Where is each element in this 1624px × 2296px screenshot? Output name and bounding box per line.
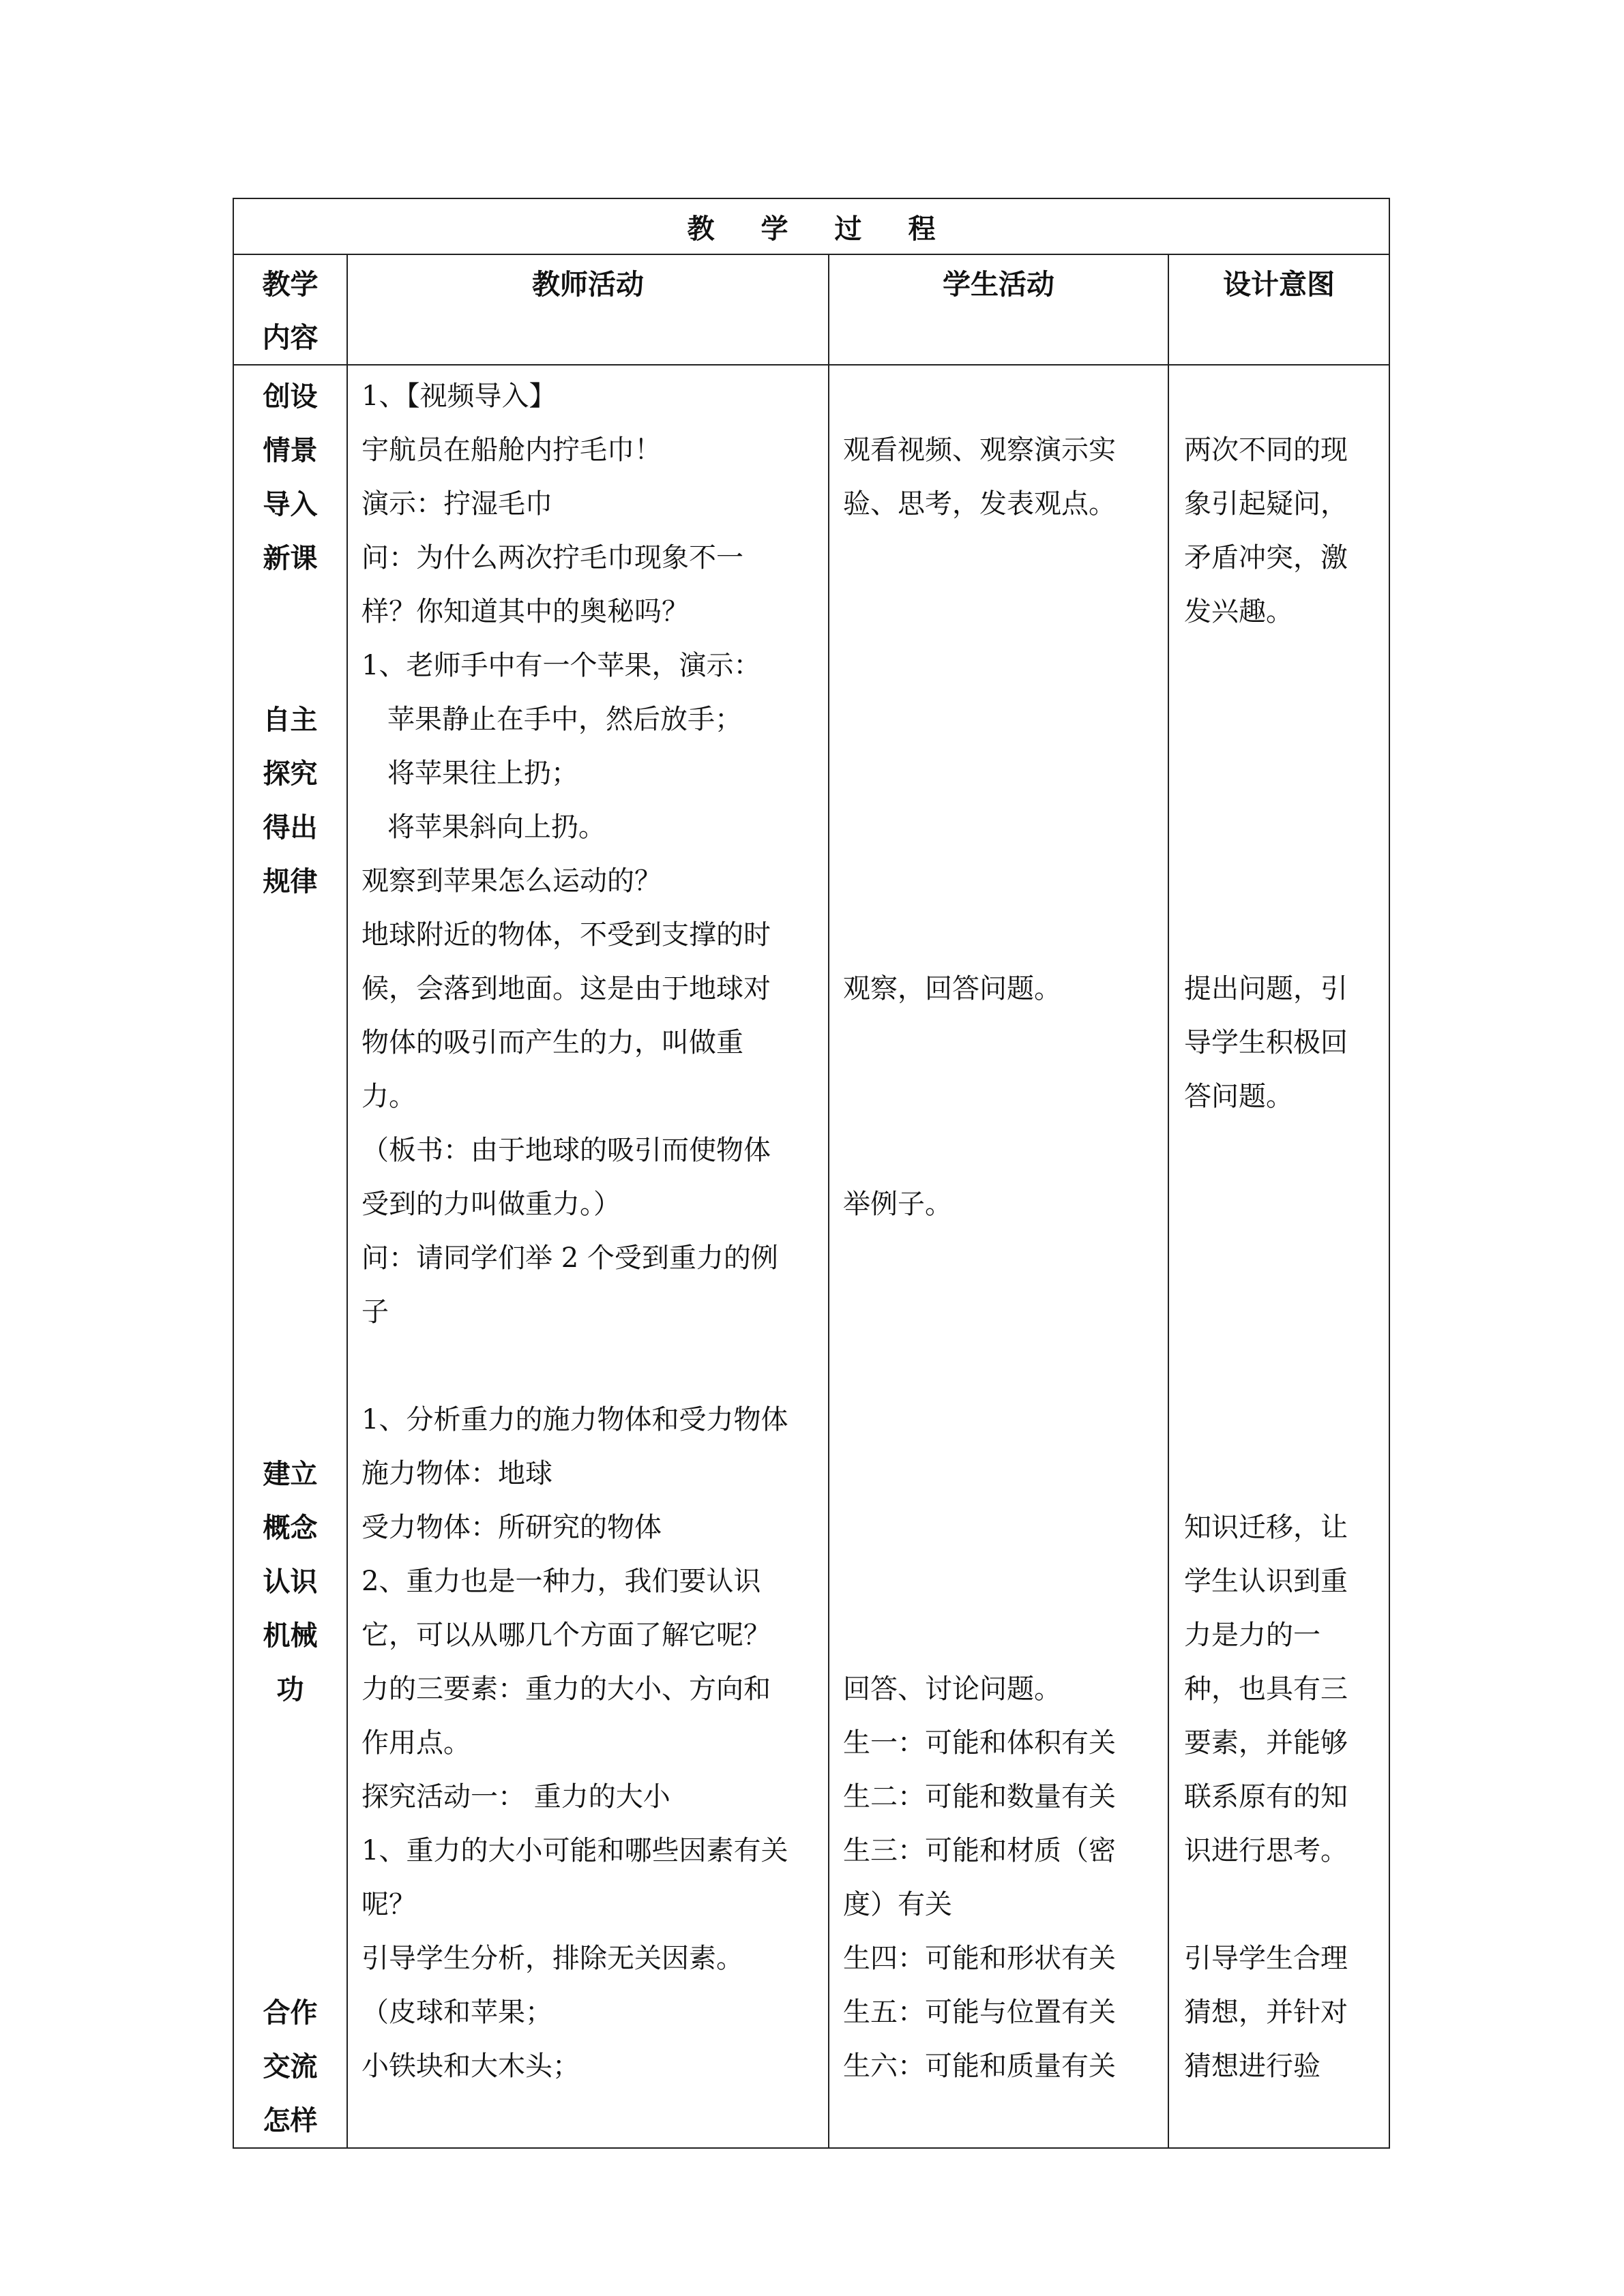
- teacher-activity-column: [347, 365, 829, 2148]
- col1-line: 认识: [263, 1566, 318, 1598]
- col4-line: [1184, 1339, 1382, 1393]
- col2-line: 小铁块和大木头；: [361, 2051, 580, 2082]
- col2-line: 宇航员在船舱内拧毛巾！: [361, 434, 662, 466]
- col2-line: 观察到苹果怎么运动的？: [361, 865, 662, 897]
- col4-line: [1184, 1447, 1382, 1501]
- col4-line: [1184, 854, 1382, 908]
- col3-line: [843, 908, 1162, 962]
- col2-line: 探究活动一： 重力的大小: [361, 1781, 670, 1813]
- col1-line: [234, 1178, 346, 1232]
- col1-line: 探究: [263, 758, 318, 790]
- col2-line: 子: [361, 1296, 389, 1328]
- title-char: 过: [834, 212, 862, 245]
- header-content-line: 教学: [262, 268, 319, 301]
- col4-line: 导学生积极回: [1184, 1027, 1348, 1058]
- col4-line: 力是力的一: [1184, 1620, 1320, 1651]
- col1-line: 交流: [263, 2051, 318, 2083]
- col1-line: [234, 1124, 346, 1178]
- col4-line: [1184, 1178, 1382, 1232]
- col4-line: [1184, 1393, 1382, 1447]
- col2-line: 1、【视频导入】: [361, 381, 557, 412]
- col4-line: [1184, 1285, 1382, 1339]
- col1-line: 规律: [263, 865, 318, 897]
- col1-line: 合作: [263, 1997, 318, 2029]
- col1-line: [234, 1339, 346, 1393]
- col4-line: [1184, 1878, 1382, 1932]
- col2-line: 它，可以从哪几个方面了解它呢？: [361, 1620, 771, 1651]
- col2-line: 引导学生分析，排除无关因素。: [361, 1943, 743, 1974]
- col3-line: 生四：可能和形状有关: [843, 1943, 1116, 1974]
- col1-line: 怎样: [263, 2104, 318, 2136]
- col3-line: [843, 854, 1162, 908]
- col2-line: 2、重力也是一种力，我们要认识: [361, 1566, 761, 1597]
- col1-line: [234, 639, 346, 693]
- col1-line: [234, 585, 346, 639]
- col3-line: [843, 370, 1162, 423]
- col3-line: 度）有关: [843, 1889, 952, 1920]
- col4-line: 答问题。: [1184, 1081, 1293, 1112]
- header-student: 学生活动: [829, 254, 1168, 365]
- col1-line: 导入: [263, 488, 318, 520]
- col2-line: （板书：由于地球的吸引而使物体: [361, 1135, 771, 1166]
- col4-line: 要素，并能够: [1184, 1727, 1348, 1759]
- header-content-line: 内容: [262, 321, 319, 354]
- col4-line: 发兴趣。: [1184, 596, 1293, 627]
- col3-line: [843, 1070, 1162, 1124]
- col4-line: 学生认识到重: [1184, 1566, 1348, 1597]
- col3-line: [843, 1501, 1162, 1555]
- col3-line: [843, 1124, 1162, 1178]
- col2-line: 呢？: [361, 1889, 416, 1920]
- col3-line: 观察，回答问题。: [843, 973, 1061, 1004]
- col1-line: [234, 1232, 346, 1285]
- student-activity-column: [829, 365, 1168, 2148]
- col2-line: 将苹果往上扔；: [387, 758, 578, 789]
- col3-line: [843, 1285, 1162, 1339]
- title-char: 程: [908, 212, 936, 245]
- col1-line: 机械: [263, 1620, 318, 1652]
- col2-line: 施力物体：地球: [361, 1458, 552, 1489]
- col2-line: 1、重力的大小可能和哪些因素有关: [361, 1835, 788, 1866]
- col1-line: [234, 908, 346, 962]
- col4-line: 种，也具有三: [1184, 1673, 1348, 1705]
- col3-line: 生五：可能与位置有关: [843, 1997, 1116, 2028]
- col3-line: [843, 747, 1162, 801]
- col2-line: 力。: [361, 1081, 416, 1112]
- title-char: 教: [687, 212, 715, 245]
- col1-line: [234, 1016, 346, 1070]
- col1-line: 概念: [263, 1512, 318, 1544]
- header-design: 设计意图: [1168, 254, 1389, 365]
- col2-line: 将苹果斜向上扔。: [387, 811, 606, 843]
- col1-line: 新课: [263, 542, 318, 574]
- col3-line: 验、思考，发表观点。: [843, 488, 1116, 520]
- col2-line: 问：为什么两次拧毛巾现象不一: [361, 542, 743, 573]
- col2-line: 作用点。: [361, 1727, 471, 1759]
- col4-line: 猜想进行验: [1184, 2051, 1320, 2082]
- lesson-process-table: [233, 198, 1390, 2149]
- col3-line: 生二：可能和数量有关: [843, 1781, 1116, 1813]
- col1-line: [234, 1932, 346, 1986]
- table-title: [233, 198, 1389, 254]
- col2-line: 1、分析重力的施力物体和受力物体: [361, 1404, 788, 1435]
- col1-line: 自主: [263, 704, 318, 736]
- col1-line: 功: [276, 1673, 304, 1705]
- col2-line: （皮球和苹果；: [361, 1997, 552, 2028]
- col3-line: [843, 1447, 1162, 1501]
- col2-line: 受力物体：所研究的物体: [361, 1512, 662, 1543]
- col4-line: 引导学生合理: [1184, 1943, 1348, 1974]
- col1-line: [234, 1393, 346, 1447]
- col1-line: 情景: [263, 434, 318, 466]
- col2-line: 力的三要素：重力的大小、方向和: [361, 1673, 771, 1705]
- col2-line: 受到的力叫做重力。）: [361, 1189, 621, 1220]
- col3-line: 生六：可能和质量有关: [843, 2051, 1116, 2082]
- col4-line: 知识迁移，让: [1184, 1512, 1348, 1543]
- col1-line: [234, 1070, 346, 1124]
- col3-line: 回答、讨论问题。: [843, 1673, 1061, 1705]
- col3-line: [843, 531, 1162, 585]
- col1-line: 得出: [263, 811, 318, 844]
- col2-line: 苹果静止在手中，然后放手；: [387, 704, 742, 735]
- col3-line: [843, 1339, 1162, 1393]
- col3-line: 观看视频、观察演示实: [843, 434, 1116, 466]
- col2-line: 1、老师手中有一个苹果，演示：: [361, 650, 761, 681]
- col4-line: [1184, 908, 1382, 962]
- col1-line: [234, 1824, 346, 1878]
- col1-line: 建立: [263, 1458, 318, 1490]
- col1-line: [234, 962, 346, 1016]
- col3-line: [843, 1232, 1162, 1285]
- col2-line: 演示：拧湿毛巾: [361, 488, 552, 520]
- design-intent-column: [1168, 365, 1389, 2148]
- col3-line: [843, 1609, 1162, 1663]
- col3-line: [843, 585, 1162, 639]
- col2-line: 样？你知道其中的奥秘吗？: [361, 596, 689, 627]
- col3-line: 生一：可能和体积有关: [843, 1727, 1116, 1759]
- col2-line: 候，会落到地面。这是由于地球对: [361, 973, 771, 1004]
- col1-line: [234, 1878, 346, 1932]
- title-char: 学: [761, 212, 788, 245]
- col3-line: [843, 639, 1162, 693]
- col4-line: 提出问题，引: [1184, 973, 1348, 1004]
- col4-line: [1184, 747, 1382, 801]
- col3-line: [843, 1555, 1162, 1609]
- col3-line: 举例子。: [843, 1189, 952, 1220]
- col1-line: 创设: [263, 381, 318, 413]
- col4-line: [1184, 693, 1382, 747]
- col4-line: [1184, 801, 1382, 854]
- col4-line: [1184, 1124, 1382, 1178]
- col4-line: [1184, 370, 1382, 423]
- header-content: [233, 254, 347, 365]
- col3-line: 生三：可能和材质（密: [843, 1835, 1116, 1866]
- col2-line: 物体的吸引而产生的力，叫做重: [361, 1027, 743, 1058]
- col3-line: [843, 693, 1162, 747]
- col4-line: [1184, 639, 1382, 693]
- col4-line: 猜想，并针对: [1184, 1997, 1348, 2028]
- col1-line: [234, 1716, 346, 1770]
- col4-line: 识进行思考。: [1184, 1835, 1348, 1866]
- col2-line: 问：请同学们举 2 个受到重力的例: [361, 1242, 778, 1274]
- col3-line: [843, 1016, 1162, 1070]
- header-teacher: 教师活动: [347, 254, 829, 365]
- col3-line: [843, 801, 1162, 854]
- col4-line: 联系原有的知: [1184, 1781, 1348, 1813]
- content-column: [233, 365, 347, 2148]
- col1-line: [234, 1770, 346, 1824]
- col2-line: 地球附近的物体，不受到支撑的时: [361, 919, 771, 951]
- col4-line: 两次不同的现: [1184, 434, 1348, 466]
- col4-line: 象引起疑问，: [1184, 488, 1348, 520]
- col1-line: [234, 1285, 346, 1339]
- col3-line: [843, 1393, 1162, 1447]
- col4-line: [1184, 1232, 1382, 1285]
- col4-line: 矛盾冲突，激: [1184, 542, 1348, 573]
- col2-line: [361, 1339, 821, 1393]
